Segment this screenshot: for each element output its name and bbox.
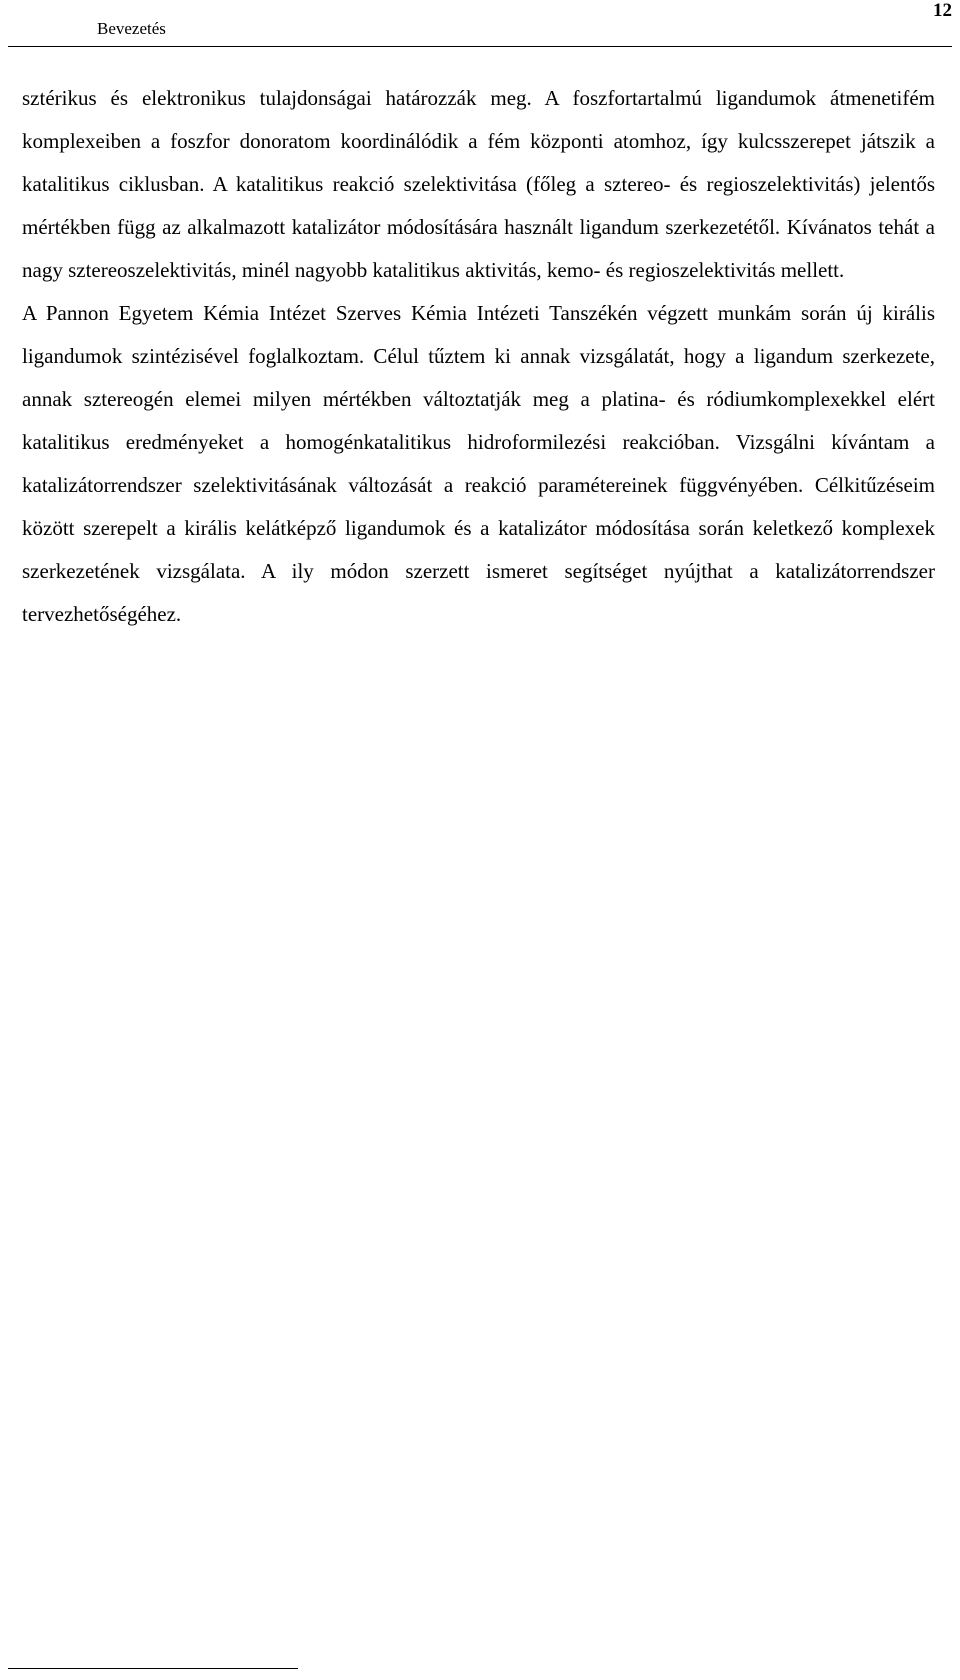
- paragraph-objectives: A Pannon Egyetem Kémia Intézet Szerves Kémia Intézeti Tanszékén végzett munkám során új királis ligandumok szintézisével foglalkoztam. Célul tűztem ki annak vizsgálatát, hogy a ligandum szerkezete, annak sztereogén elemei milyen mértékben változtatják meg a platina- és ródiumkomplexekkel elért katalitikus eredményeket a homogénkatalitikus hidroformilezési reakcióban. Vizsgálni kívántam a katalizátorrendszer szelektivitásának változását a reakció paramétereinek függvényében. Célkitűzéseim között szerepelt a királis kelátképző ligandumok és a katalizátor módosítása során keletkező komplexek szerkezetének vizsgálata. A ily módon szerzett ismeret segítséget nyújthat a katalizátorrendszer tervezhetőségéhez.: [22, 301, 935, 626]
- running-header: [8, 0, 952, 47]
- body-text: [22, 77, 935, 636]
- page-number: 12: [933, 0, 952, 21]
- paragraph-intro: sztérikus és elektronikus tulajdonságai határozzák meg. A foszfortartalmú ligandumok átmenetifém komplexeiben a foszfor donoratom koordinálódik a fém központi atomhoz, így kulcsszerepet játszik a katalitikus ciklusban. A katalitikus reakció szelektivitása (főleg a sztereo- és regioszelektivitás) jelentős mértékben függ az alkalmazott katalizátor módosítására használt ligandum szerkezetétől. Kívánatos tehát a nagy sztereoszelektivitás, minél nagyobb katalitikus aktivitás, kemo- és regioszelektivitás mellett.: [22, 86, 935, 282]
- section-title: Bevezetés: [97, 19, 166, 38]
- footer-rule: [8, 1668, 298, 1669]
